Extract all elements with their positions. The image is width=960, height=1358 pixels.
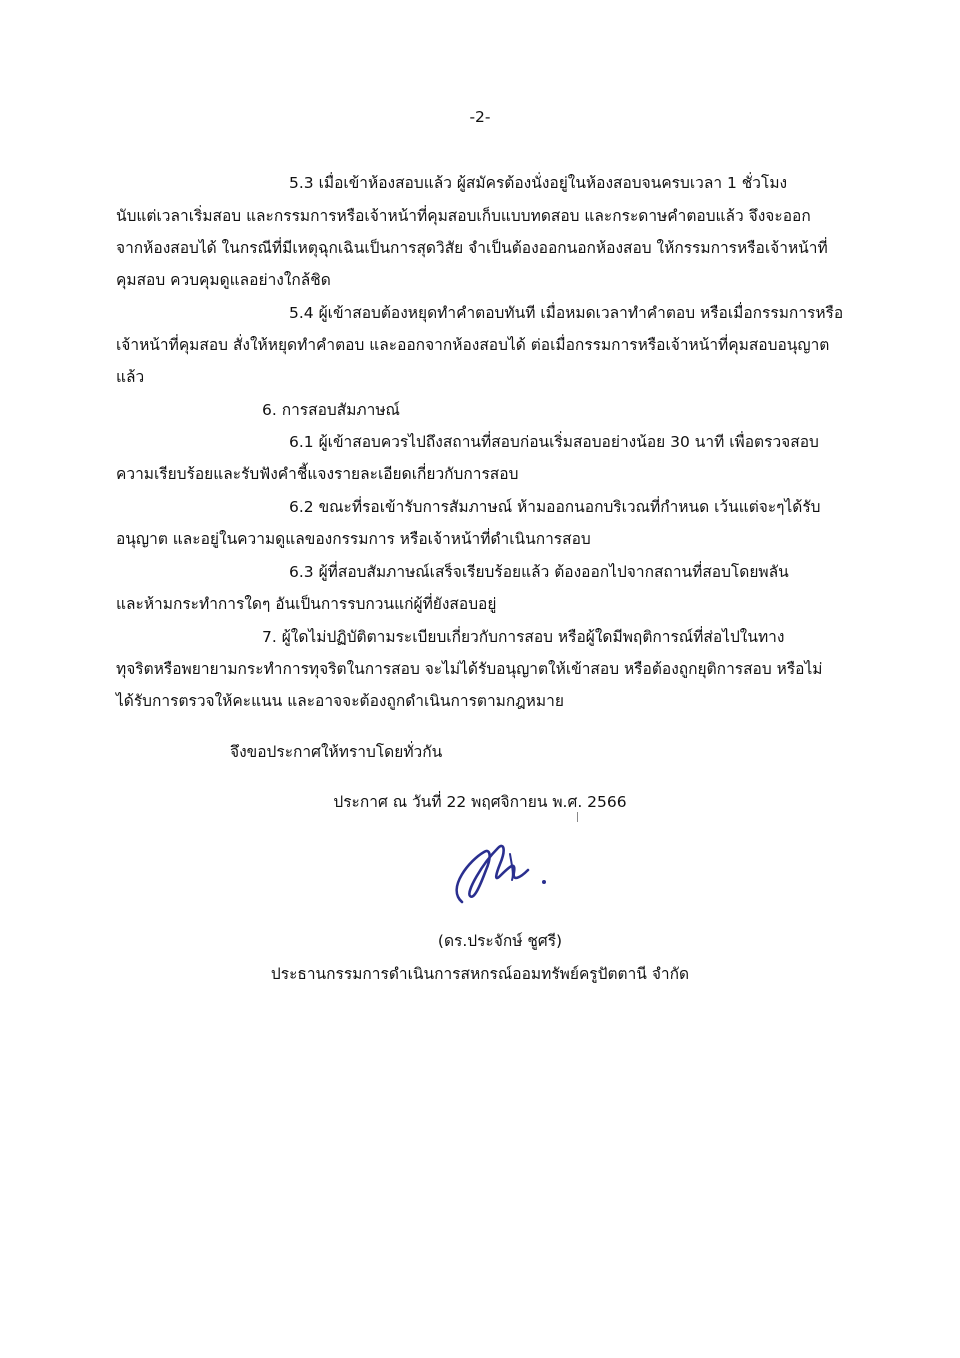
clause-6-2-line-2: อนุญาต และอยู่ในความดูแลของกรรมการ หรือเจ้าหน้าที่ดำเนินการสอบ [116,530,591,548]
clause-7-line-1: 7. ผู้ใดไม่ปฏิบัติตามระเบียบเกี่ยวกับการสอบ หรือผู้ใดมีพฤติการณ์ที่ส่อไปในทาง [262,628,785,646]
clause-5-4-line-2: เจ้าหน้าที่คุมสอบ สั่งให้หยุดทำคำตอบ และออกจากห้องสอบได้ ต่อเมื่อกรรมการหรือเจ้าหน้าที่คุมสอบอนุญาต [116,336,830,354]
signature-image [440,830,580,920]
signer-name: (ดร.ประจักษ์ ชูศรี) [437,932,563,950]
clause-5-3-line-3: จากห้องสอบได้ ในกรณีที่มีเหตุฉุกเฉินเป็นการสุดวิสัย จำเป็นต้องออกนอกห้องสอบ ให้กรรมการหรือเจ้าหน้าที่ [116,239,828,257]
clause-7-line-3: ได้รับการตรวจให้คะแนน และอาจจะต้องถูกดำเนินการตามกฎหมาย [116,692,564,710]
announcement-date: ประกาศ ณ วันที่ 22 พฤศจิกายน พ.ศ. 2566 [333,793,627,811]
clause-6-3-line-1: 6.3 ผู้ที่สอบสัมภาษณ์เสร็จเรียบร้อยแล้ว ต้องออกไปจากสถานที่สอบโดยพลัน [289,563,789,581]
clause-5-3-line-4: คุมสอบ ควบคุมดูแลอย่างใกล้ชิด [116,271,331,289]
closing-statement: จึงขอประกาศให้ทราบโดยทั่วกัน [230,743,443,761]
clause-5-3-line-2: นับแต่เวลาเริ่มสอบ และกรรมการหรือเจ้าหน้าที่คุมสอบเก็บแบบทดสอบ และกระดาษคำตอบแล้ว จึงจะออก [116,207,811,225]
clause-6-1-line-1: 6.1 ผู้เข้าสอบควรไปถึงสถานที่สอบก่อนเริ่มสอบอย่างน้อย 30 นาที เพื่อตรวจสอบ [289,433,819,451]
stray-mark [577,812,578,822]
signer-title: ประธานกรรมการดำเนินการสหกรณ์ออมทรัพย์ครูปัตตานี จำกัด [270,965,690,983]
page-number: -2- [469,108,491,126]
clause-6-2-line-1: 6.2 ขณะที่รอเข้ารับการสัมภาษณ์ ห้ามออกนอกบริเวณที่กำหนด เว้นแต่จะๆได้รับ [289,498,821,516]
clause-5-4-line-1: 5.4 ผู้เข้าสอบต้องหยุดทำคำตอบทันที เมื่อหมดเวลาทำคำตอบ หรือเมื่อกรรมการหรือ [289,304,844,322]
clause-5-3-line-1: 5.3 เมื่อเข้าห้องสอบแล้ว ผู้สมัครต้องนั่งอยู่ในห้องสอบจนครบเวลา 1 ชั่วโมง [289,174,788,192]
clause-6-1-line-2: ความเรียบร้อยและรับฟังคำชี้แจงรายละเอียดเกี่ยวกับการสอบ [116,465,519,483]
clause-5-4-line-3: แล้ว [116,368,145,386]
section-6-heading: 6. การสอบสัมภาษณ์ [262,401,400,419]
clause-6-3-line-2: และห้ามกระทำการใดๆ อันเป็นการรบกวนแก่ผู้ที่ยังสอบอยู่ [116,595,497,613]
clause-7-line-2: ทุจริตหรือพยายามกระทำการทุจริตในการสอบ จะไม่ได้รับอนุญาตให้เข้าสอบ หรือต้องถูกยุติการสอบ หรือไม่ [116,660,823,678]
